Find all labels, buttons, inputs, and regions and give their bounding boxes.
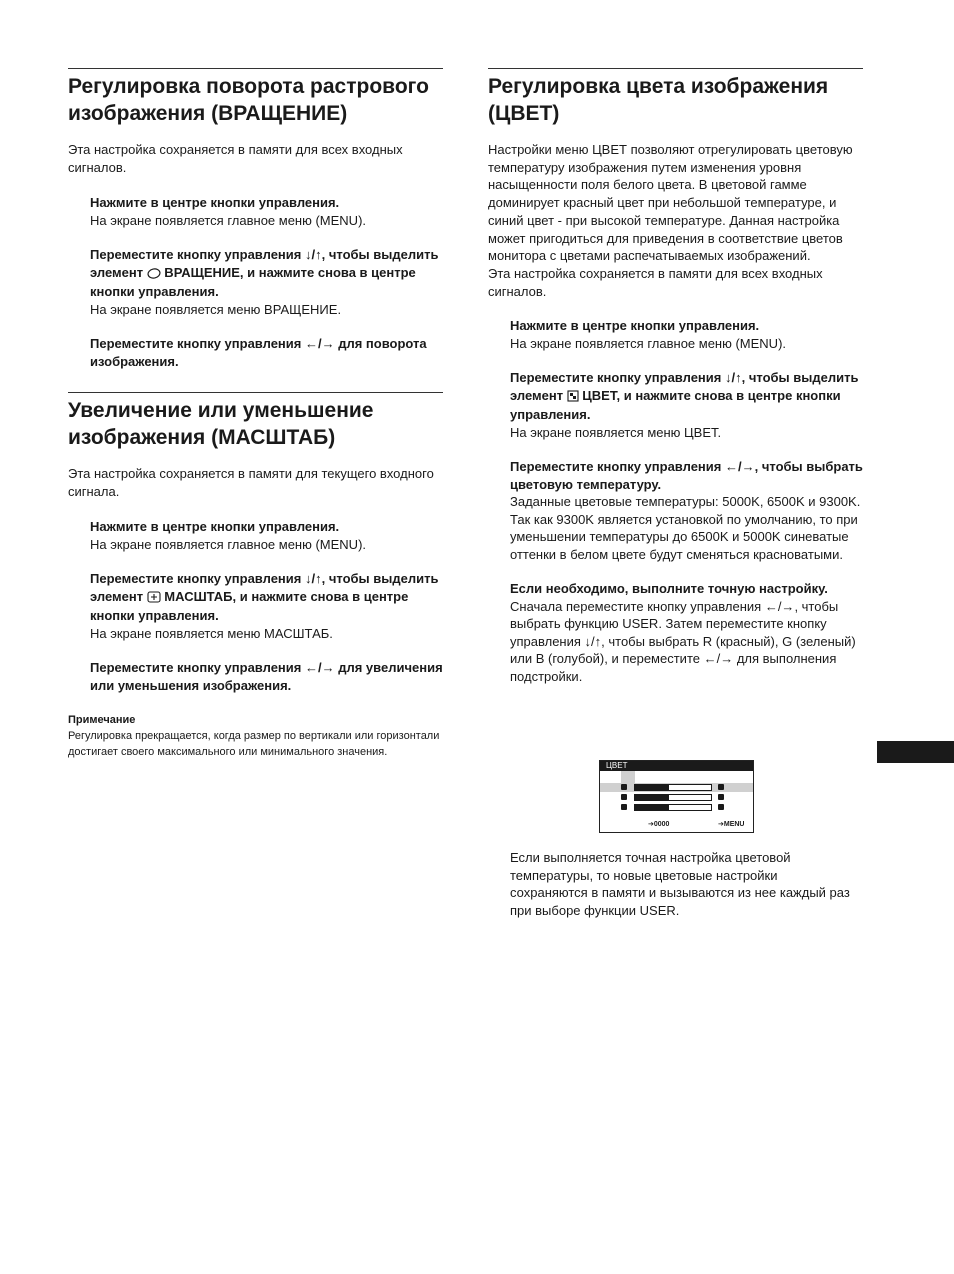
- step-result: На экране появляется меню ЦВЕТ.: [510, 424, 722, 440]
- rotation-icon: [147, 266, 161, 284]
- step-instruction: Нажмите в центре кнопки управления.: [510, 318, 760, 334]
- step-instruction: Переместите кнопку управления: [90, 571, 305, 586]
- step-result: На экране появляется главное меню (MENU).: [90, 212, 367, 228]
- osd-blue-row: [600, 803, 753, 812]
- step-result: , чтобы выбрать R (красный), G (зеленый) или B (голубой), и переместите: [510, 633, 856, 667]
- color-menu-illustration: [599, 760, 754, 833]
- step-instruction: , чтобы выбрать цветовую температуру.: [510, 459, 863, 492]
- step-result: На экране появляется главное меню (MENU).: [90, 536, 367, 552]
- leftright-arrow-icon: ←/→: [304, 660, 335, 675]
- osd-title: ЦВЕТ: [600, 761, 753, 771]
- plus-icon: [718, 784, 724, 790]
- updown-arrow-icon: ↓/↑: [304, 571, 322, 586]
- osd-footer-select: ➔0000: [648, 821, 670, 828]
- color-intro-memory: Эта настройка сохраняется в памяти для всех входных сигналов.: [488, 265, 823, 299]
- step-result: для выполнения подстройки.: [510, 651, 837, 684]
- section-rule: [68, 68, 443, 127]
- osd-green-bar: [634, 794, 712, 801]
- osd-footer-menu: ➔MENU: [718, 821, 745, 828]
- osd-red-fill: [635, 785, 669, 790]
- step-result: На экране появляется главное меню (MENU).: [510, 335, 787, 351]
- minus-icon: [621, 784, 627, 790]
- osd-selected-mode: [621, 771, 635, 783]
- step-result: Заданные цветовые температуры: 5000K, 6500K и 9300K. Так как 9300K является установкой по умолчанию, то при уменьшении температуры до 6500K и 5000K синеватые оттенки в белом цвете будут сменяться красноватыми.: [510, 494, 861, 562]
- step-instruction: для поворота изображения.: [90, 336, 427, 369]
- color-final-note: Если выполняется точная настройка цветовой температуры, то новые цветовые настройки сохраняются в памяти и вызываются из нее каждый раз при выборе функции USER.: [510, 850, 850, 919]
- step-result: На экране появляется меню МАСШТАБ.: [90, 625, 333, 641]
- step-instruction: Переместите кнопку управления: [510, 459, 725, 475]
- leftright-arrow-icon: ←/→: [724, 459, 755, 475]
- minus-icon: [621, 794, 627, 800]
- rotation-step-1: [90, 194, 443, 229]
- left-column: [68, 68, 443, 760]
- section-rule: [68, 392, 443, 451]
- plus-icon: [718, 804, 724, 810]
- step-result: Сначала переместите кнопку управления: [510, 598, 765, 614]
- section-rule: [488, 68, 863, 127]
- leftright-arrow-icon: ←/→: [304, 336, 335, 351]
- step-result: , чтобы выбрать функцию USER. Затем переместите кнопку управления: [510, 598, 839, 649]
- rotation-step-3: [90, 335, 443, 370]
- step-instruction: Переместите кнопку управления: [90, 336, 305, 351]
- minus-icon: [621, 804, 627, 810]
- step-instruction: , чтобы выделить элемент: [90, 247, 439, 280]
- rotation-heading: Регулировка поворота растрового изображения (ВРАЩЕНИЕ): [68, 75, 429, 125]
- color-step-1: [510, 317, 863, 352]
- updown-arrow-icon: ↓/↑: [584, 633, 602, 649]
- zoom-step-3: [90, 659, 443, 694]
- color-icon: [567, 389, 579, 407]
- step-instruction: , чтобы выделить элемент: [90, 571, 439, 604]
- leftright-arrow-icon: ←/→: [703, 651, 734, 667]
- osd-green-fill: [635, 795, 669, 800]
- step-instruction: Нажмите в центре кнопки управления.: [90, 195, 340, 210]
- step-instruction: Нажмите в центре кнопки управления.: [90, 519, 340, 534]
- updown-arrow-icon: ↓/↑: [304, 247, 322, 262]
- osd-blue-bar: [634, 804, 712, 811]
- color-heading: Регулировка цвета изображения (ЦВЕТ): [488, 75, 829, 125]
- osd-blue-fill: [635, 805, 669, 810]
- page-tab-marker: [877, 741, 954, 763]
- step-instruction: Переместите кнопку управления: [510, 370, 725, 386]
- color-intro: Настройки меню ЦВЕТ позволяют отрегулировать цветовую температуру изображения путем изменения уровня насыщенности поля белого цвета. В цветовой гамме доминирует красный цвет при небольшой температуре, и синий цвет - при высокой температуре. Данная настройка может пригодиться для приведения в соответствие цветов монитора с цветами распечатываемых изображений.: [488, 142, 853, 264]
- color-step-4: [510, 580, 863, 685]
- rotation-intro: Эта настройка сохраняется в памяти для всех входных сигналов.: [68, 142, 403, 175]
- leftright-arrow-icon: ←/→: [764, 598, 795, 614]
- color-step-2: [510, 369, 863, 441]
- step-instruction: ВРАЩЕНИЕ, и нажмите снова в центре кнопки управления.: [90, 264, 416, 299]
- zoom-step-2: [90, 570, 443, 642]
- note-title: Примечание: [68, 714, 136, 726]
- step-instruction: Переместите кнопку управления: [90, 660, 305, 675]
- note-text: Регулировка прекращается, когда размер по вертикали или горизонтали достигает своего максимального или минимального значения.: [68, 730, 440, 758]
- zoom-icon: [147, 590, 161, 608]
- step-instruction: Если необходимо, выполните точную настройку.: [510, 581, 828, 597]
- step-result: На экране появляется меню ВРАЩЕНИЕ.: [90, 301, 342, 317]
- right-column: [488, 68, 863, 685]
- step-instruction: ЦВЕТ, и нажмите снова в центре кнопки управления.: [510, 387, 841, 423]
- step-instruction: для увеличения или уменьшения изображения.: [90, 660, 443, 693]
- osd-red-row: [600, 783, 753, 792]
- zoom-step-1: [90, 518, 443, 553]
- zoom-intro: Эта настройка сохраняется в памяти для текущего входного сигнала.: [68, 466, 434, 499]
- rotation-step-2: [90, 246, 443, 318]
- step-instruction: , чтобы выделить элемент: [510, 370, 859, 403]
- step-instruction: Переместите кнопку управления: [90, 247, 305, 262]
- osd-red-bar: [634, 784, 712, 791]
- zoom-heading: Увеличение или уменьшение изображения (МАСШТАБ): [68, 399, 374, 449]
- updown-arrow-icon: ↓/↑: [724, 370, 742, 386]
- color-step-3: [510, 458, 863, 563]
- step-instruction: МАСШТАБ, и нажмите снова в центре кнопки управления.: [90, 588, 409, 623]
- plus-icon: [718, 794, 724, 800]
- osd-green-row: [600, 793, 753, 802]
